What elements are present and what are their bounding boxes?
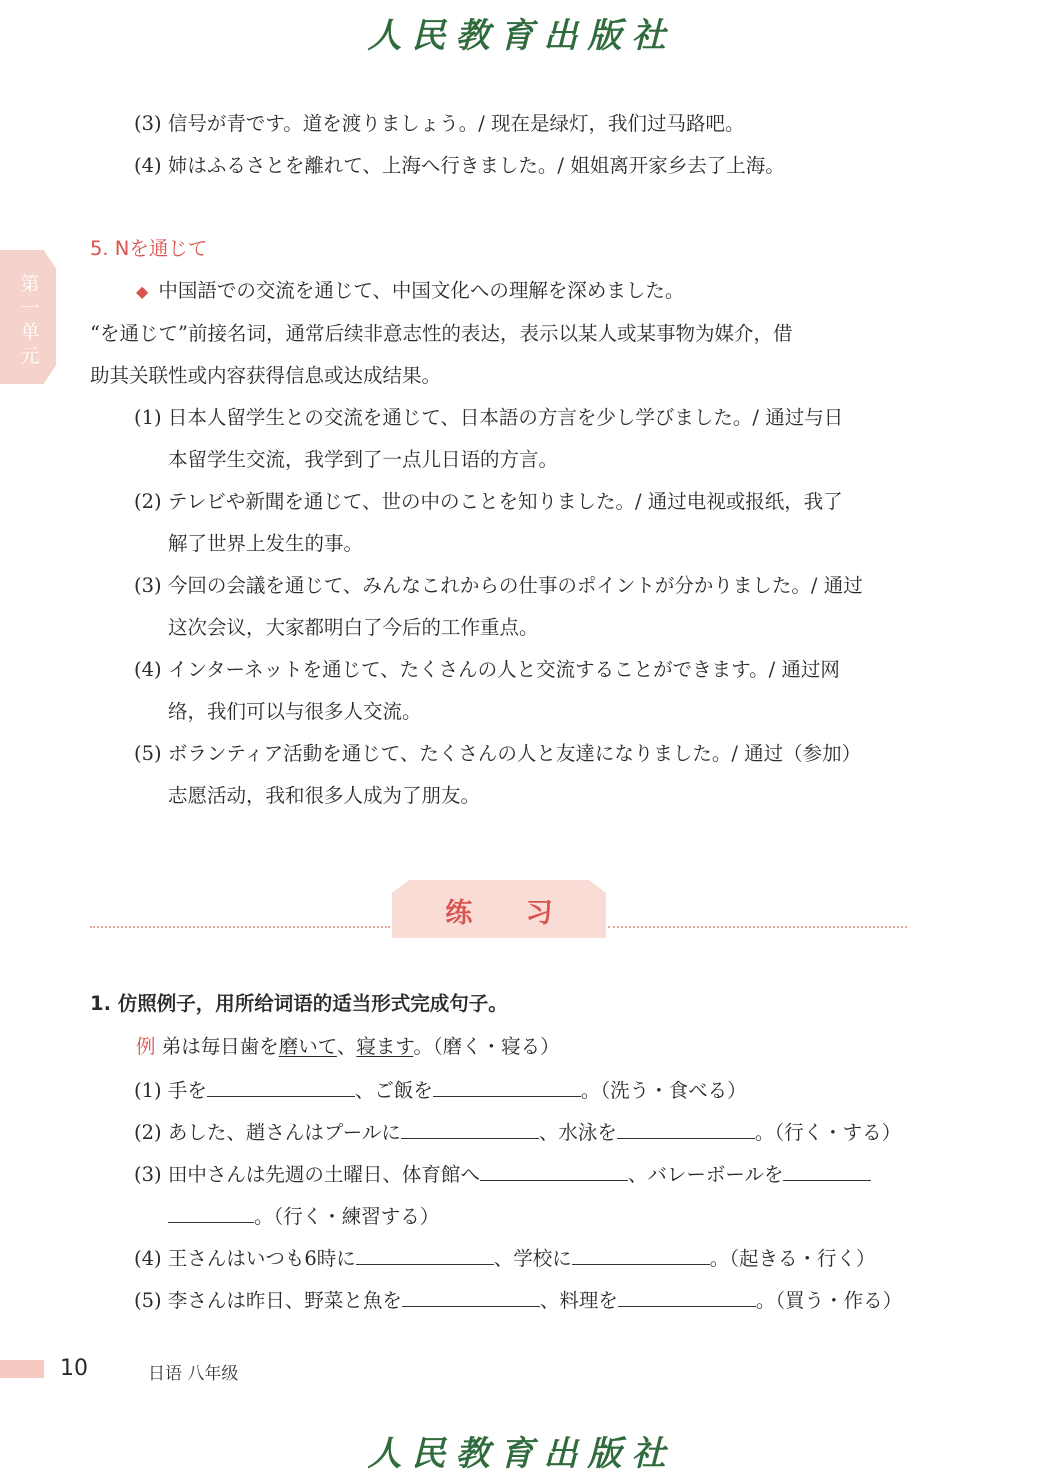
answer-blank[interactable]: [356, 1244, 494, 1265]
grammar-header-5: 5. Nを通じて: [90, 237, 208, 260]
publisher-logo-top: 人民教育出版社: [367, 16, 676, 56]
publisher-logo-bottom: 人民教育出版社: [367, 1434, 676, 1474]
grammar-example-line: (4) 姉はふるさとを離れて、上海へ行きました。/ 姐姐离开家乡去了上海。: [134, 154, 785, 177]
unit-side-tab-label: 第 一 单 元: [20, 273, 40, 367]
practice-heading: 练 习: [445, 898, 575, 929]
example-item: (2) テレビや新聞を通じて、世の中のことを知りました。/ 通过电视或报纸，我了: [134, 490, 843, 513]
example-item: (1) 日本人留学生との交流を通じて、日本語の方言を少し学びました。/ 通过与日: [134, 406, 844, 429]
exercise-question-3: (3) 田中さんは先週の土曜日、体育館へ 、バレーボールを: [134, 1160, 871, 1188]
answer-blank[interactable]: [207, 1076, 355, 1097]
example-item: (5) ボランティア活動を通じて、たくさんの人と友達になりました。/ 通过（参加）: [134, 742, 862, 765]
divider-left: [90, 926, 390, 928]
example-answer: 寝ます: [356, 1035, 414, 1058]
example-item: (4) インターネットを通じて、たくさんの人と交流することができます。/ 通过网: [134, 658, 840, 681]
answer-blank[interactable]: [783, 1160, 871, 1181]
exercise-question-3-cont: 。（行く・練習する）: [168, 1202, 439, 1230]
footer-accent-bar: [0, 1360, 44, 1378]
example-item-cont: 解了世界上发生的事。: [168, 532, 364, 555]
answer-blank[interactable]: [402, 1286, 540, 1307]
explanation-line: 助其关联性或内容获得信息或达成结果。: [90, 364, 442, 387]
exercise-question-1: (1) 手を 、ご飯を 。（洗う・食べる）: [134, 1076, 747, 1104]
example-item-cont: 本留学生交流，我学到了一点儿日语的方言。: [168, 448, 559, 471]
answer-blank[interactable]: [168, 1202, 254, 1223]
grammar-example-line: (3) 信号が青です。道を渡りましょう。/ 现在是绿灯，我们过马路吧。: [134, 112, 745, 135]
example-item-cont: 络，我们可以与很多人交流。: [168, 700, 422, 723]
example-item-cont: 这次会议，大家都明白了今后的工作重点。: [168, 616, 539, 639]
diamond-bullet-icon: ◆: [136, 282, 149, 301]
example-answer: 磨いて: [278, 1035, 337, 1058]
grammar-key-example: [136, 278, 684, 305]
divider-right: [608, 926, 907, 928]
example-label: 例: [136, 1035, 156, 1058]
answer-blank[interactable]: [433, 1076, 581, 1097]
exercise-title: 1. 仿照例子，用所给词语的适当形式完成句子。: [90, 992, 508, 1015]
example-item: (3) 今回の会議を通じて、みんなこれからの仕事のポイントが分かりました。/ 通过: [134, 574, 863, 597]
example-item-cont: 志愿活动，我和很多人成为了朋友。: [168, 784, 481, 807]
key-example-text: 中国語での交流を通じて、中国文化への理解を深めました。: [158, 279, 685, 302]
book-title: 日语 八年级: [148, 1364, 239, 1384]
explanation-line: “を通じて”前接名词，通常后续非意志性的表达，表示以某人或某事物为媒介，借: [90, 322, 793, 345]
exercise-question-5: (5) 李さんは昨日、野菜と魚を 、料理を 。（買う・作る）: [134, 1286, 902, 1314]
answer-blank[interactable]: [401, 1118, 539, 1139]
answer-blank[interactable]: [617, 1118, 755, 1139]
answer-blank[interactable]: [618, 1286, 756, 1307]
exercise-example: 例 弟は毎日歯を磨いて、寝ます。（磨く・寝る）: [136, 1035, 560, 1058]
answer-blank[interactable]: [480, 1160, 628, 1181]
page-number: 10: [60, 1356, 88, 1381]
exercise-question-4: (4) 王さんはいつも6時に 、学校に 。（起きる・行く）: [134, 1244, 876, 1272]
exercise-question-2: (2) あした、趙さんはプールに 、水泳を 。（行く・する）: [134, 1118, 901, 1146]
answer-blank[interactable]: [572, 1244, 710, 1265]
